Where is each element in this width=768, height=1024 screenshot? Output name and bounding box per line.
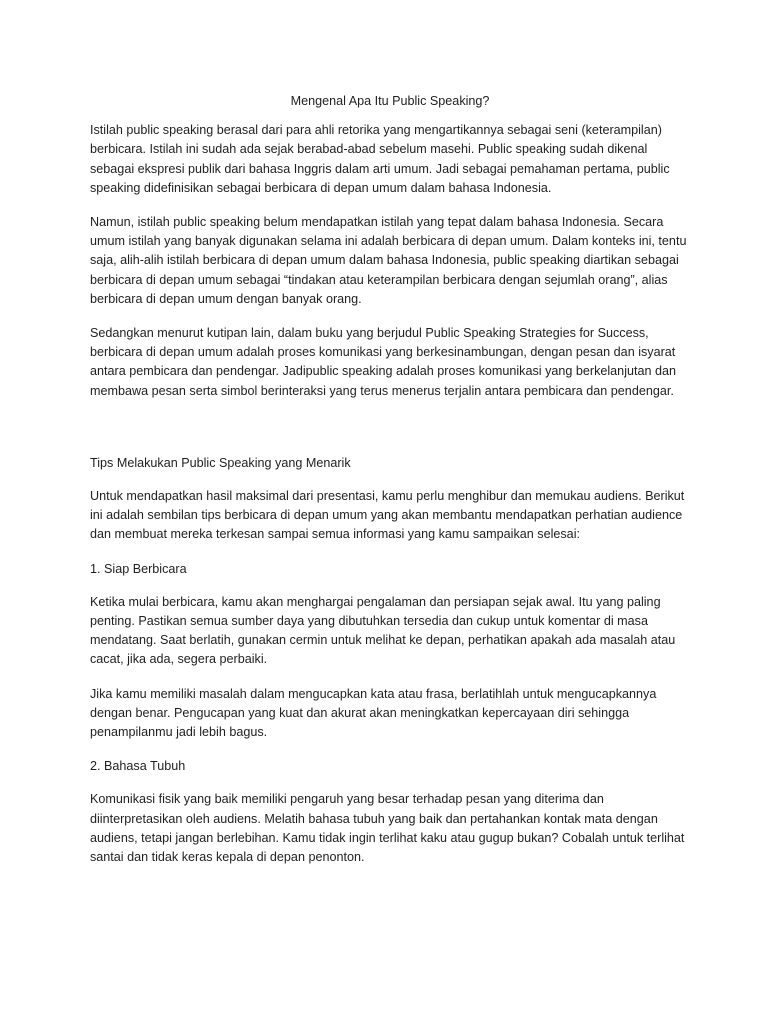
document-body bbox=[90, 92, 690, 882]
tip-1-paragraph-1: Ketika mulai berbicara, kamu akan menghargai pengalaman dan persiapan sejak awal. Itu yang paling penting. Pastikan semua sumber daya yang dibutuhkan tersedia dan cukup untuk komentar di masa mendatang. Saat berlatih, gunakan cermin untuk melihat ke depan, perhatikan apakah ada masalah atau cacat, jika ada, segera perbaiki. bbox=[90, 594, 676, 667]
section-spacer bbox=[90, 416, 690, 454]
tip-1-paragraph-2: Jika kamu memiliki masalah dalam mengucapkan kata atau frasa, berlatihlah untuk mengucapkannya dengan benar. Pengucapan yang kuat dan akurat akan meningkatkan kepercayaan diri sehingga penampilanmu jadi lebih bagus. bbox=[90, 686, 657, 740]
tip-1-heading: 1. Siap Berbicara bbox=[90, 561, 187, 576]
tip-2-heading: 2. Bahasa Tubuh bbox=[90, 759, 186, 774]
tips-heading: Tips Melakukan Public Speaking yang Menarik bbox=[90, 455, 351, 470]
intro-paragraph-2: Namun, istilah public speaking belum mendapatkan istilah yang tepat dalam bahasa Indonesia. Secara umum istilah yang banyak digunakan selama ini adalah berbicara di depan umum. Dalam konteks ini, tentu saja, alih-alih istilah berbicara di depan umum dalam bahasa Indonesia, public speaking diartikan sebagai berbicara di depan umum sebagai “tindakan atau keterampilan berbicara dengan sejumlah orang”, alias berbicara di depan umum dengan banyak orang. bbox=[90, 215, 687, 306]
tips-intro-paragraph: Untuk mendapatkan hasil maksimal dari presentasi, kamu perlu menghibur dan memukau audiens. Berikut ini adalah sembilan tips berbicara di depan umum yang akan membantu mendapatkan perhatian audience dan membuat mereka terkesan sampai semua informasi yang kamu sampaikan selesai: bbox=[90, 489, 685, 542]
document-title: Mengenal Apa Itu Public Speaking? bbox=[290, 94, 490, 108]
intro-paragraph-3: Sedangkan menurut kutipan lain, dalam buku yang berjudul Public Speaking Strategies for Success, berbicara di depan umum adalah proses komunikasi yang berkesinambungan, dengan pesan dan isyarat antara pembicara dan pendengar. Jadipublic speaking adalah proses komunikasi yang berkelanjutan dan membawa pesan serta simbol berinteraksi yang terus menerus terjalin antara pembicara dan pendengar. bbox=[90, 326, 677, 398]
intro-paragraph-1: Istilah public speaking berasal dari para ahli retorika yang mengartikannya sebagai seni (keterampilan) berbicara. Istilah ini sudah ada sejak berabad-abad sebelum masehi. Public speaking sudah dikenal sebagai ekspresi publik dari bahasa Inggris dalam arti umum. Jadi sebagai pemahaman pertama, public speaking didefinisikan sebagai berbicara di depan umum dalam bahasa Indonesia. bbox=[90, 123, 670, 195]
tip-2-paragraph-1: Komunikasi fisik yang baik memiliki pengaruh yang besar terhadap pesan yang diterima dan diinterpretasikan oleh audiens. Melatih bahasa tubuh yang baik dan pertahankan kontak mata dengan audiens, tetapi jangan berlebihan. Kamu tidak ingin terlihat kaku atau gugup bukan? Cobalah untuk terlihat santai dan tidak keras kepala di depan penonton. bbox=[90, 792, 685, 865]
